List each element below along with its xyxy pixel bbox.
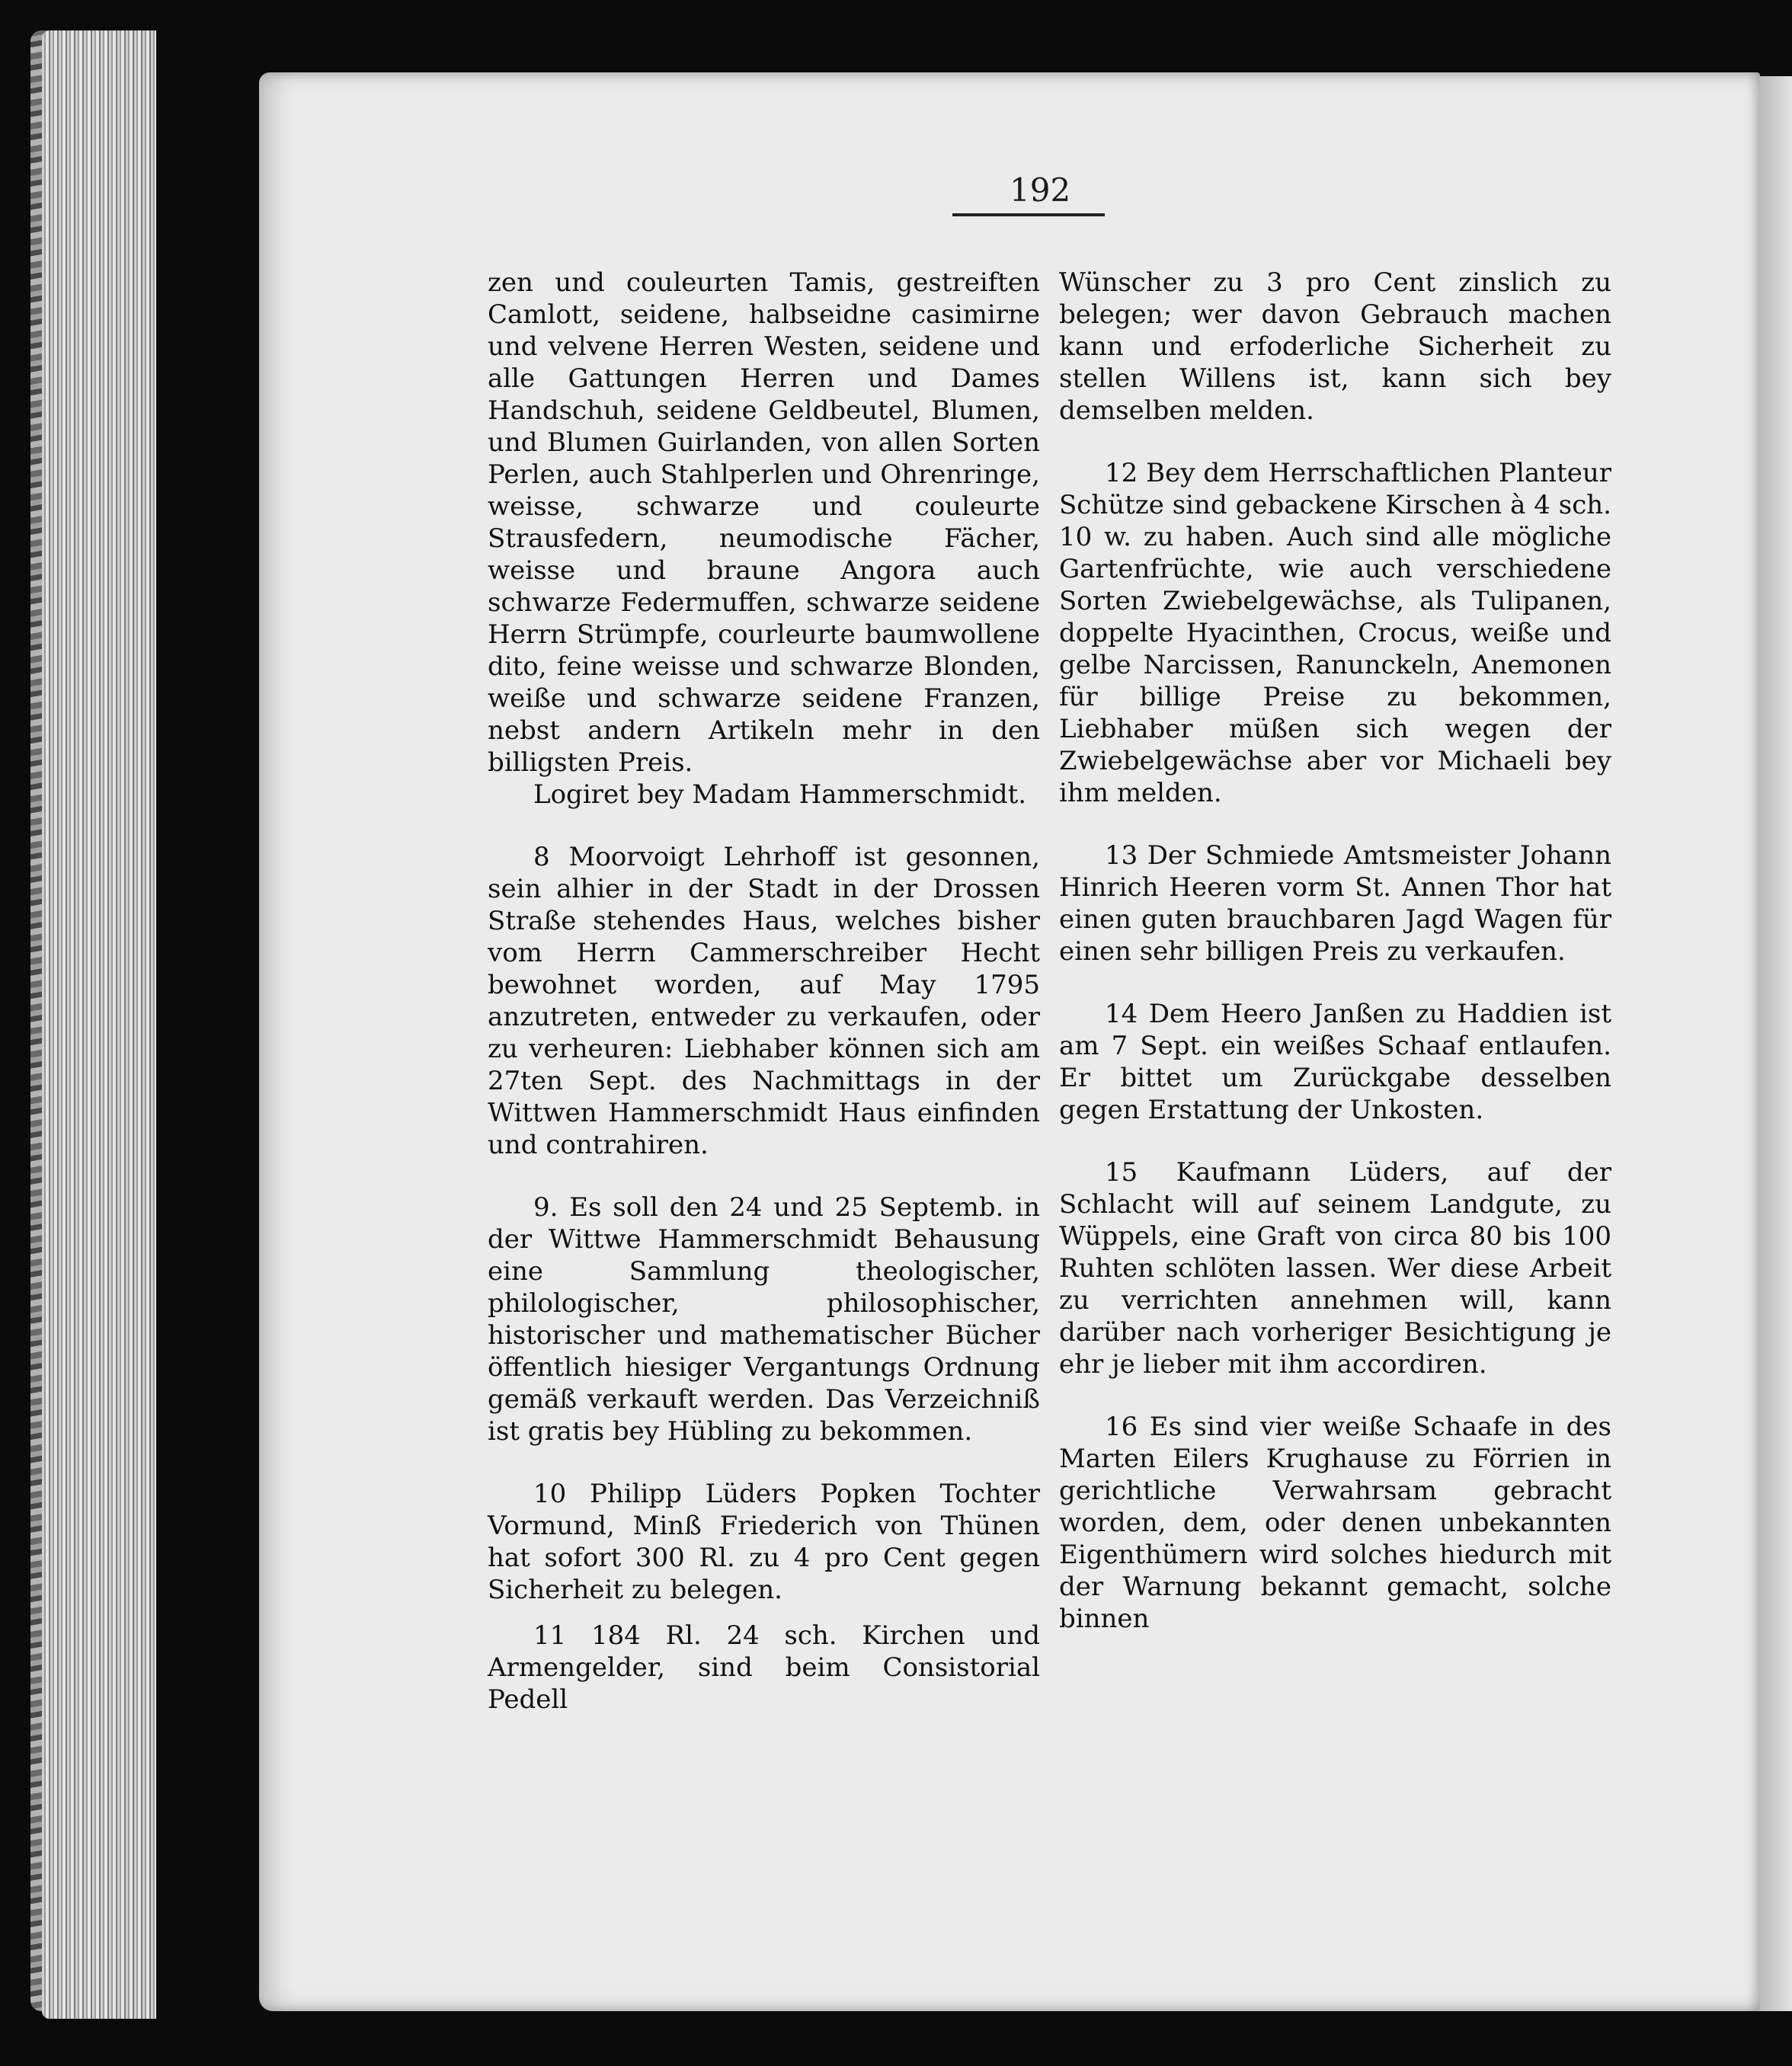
page-stack-edge — [42, 30, 156, 2019]
paragraph-12: 12 Bey dem Herrschaftlichen Planteur Schütze sind gebackene Kirschen à 4 sch. 10 w. zu haben. Auch sind alle mögliche Gartenfrüchte, wie auch verschiedene Sorten Zwiebelgewächse, als Tulipanen, doppelte Hyacinthen, Crocus, weiße und gelbe Narcissen, Ranunckeln, Anemonen für billige Preise zu bekommen, Liebhaber müßen sich wegen der Zwiebelgewächse aber vor Michaeli bey ihm melden. — [1059, 458, 1611, 808]
paragraph-15: 15 Kaufmann Lüders, auf der Schlacht will auf seinem Landgute, zu Wüppels, eine Graft von circa 80 bis 100 Ruhten schlöten lassen. Wer diese Arbeit zu verrichten annehmen will, kann darüber nach vorheriger Besichtigung je ehr je lieber mit ihm accordiren. — [1059, 1157, 1611, 1380]
left-column — [488, 267, 1040, 1716]
page-number: 192 — [1010, 171, 1071, 209]
paragraph-14: 14 Dem Heero Janßen zu Haddien ist am 7 Sept. ein weißes Schaaf entlaufen. Er bittet um Zurückgabe desselben gegen Erstattung der Unkosten. — [1059, 999, 1611, 1125]
paragraph-continued: zen und couleurten Tamis, gestreiften Camlott, seidene, halbseidne casimirne und velvene Herren Westen, seidene und alle Gattungen Herren und Dames Handschuh, seidene Geldbeutel, Blumen, und Blumen Guirlanden, von allen Sorten Perlen, auch Stahlperlen und Ohrenringe, weisse, schwarze und couleurte Strausfedern, neumodische Fächer, weisse und braune Angora auch schwarze Federmuffen, schwarze seidene Herrn Strümpfe, courleurte baumwollene dito, feine weisse und schwarze Blonden, weiße und schwarze seidene Franzen, nebst andern Artikeln mehr in den billigsten Preis. — [488, 267, 1040, 778]
paragraph-11: 11 184 Rl. 24 sch. Kirchen und Armengelder, sind beim Consistorial Pedell — [488, 1620, 1040, 1715]
paragraph-10: 10 Philipp Lüders Popken Tochter Vormund, Minß Friederich von Thünen hat sofort 300 Rl. zu 4 pro Cent gegen Sicherheit zu belegen. — [488, 1479, 1040, 1605]
paragraph-8: 8 Moorvoigt Lehrhoff ist gesonnen, sein alhier in der Stadt in der Drossen Straße stehendes Haus, welches bisher vom Herrn Cammerschreiber Hecht bewohnet worden, auf May 1795 anzutreten, entweder zu verkaufen, oder zu verheuren: Liebhaber können sich am 27ten Sept. des Nachmittags in der Wittwen Hammerschmidt Haus einfinden und contrahiren. — [488, 842, 1040, 1160]
paragraph-11-continued: Wünscher zu 3 pro Cent zinslich zu belegen; wer davon Gebrauch machen kann und erfoderliche Sicherheit zu stellen Willens ist, kann sich bey demselben melden. — [1059, 267, 1611, 426]
right-column — [1059, 267, 1611, 1635]
page-number-rule — [952, 213, 1105, 216]
paragraph-13: 13 Der Schmiede Amtsmeister Johann Hinrich Heeren vorm St. Annen Thor hat einen guten brauchbaren Jagd Wagen für einen sehr billigen Preis zu verkaufen. — [1059, 840, 1611, 967]
paragraph-lodging: Logiret bey Madam Hammerschmidt. — [533, 779, 1027, 810]
paragraph-9: 9. Es soll den 24 und 25 Septemb. in der Wittwe Hammerschmidt Behausung eine Sammlung theologischer, philologischer, philosophischer, historischer und mathematischer Bücher öffentlich hiesiger Vergantungs Ordnung gemäß verkauft werden. Das Verzeichniß ist gratis bey Hübling zu bekommen. — [488, 1192, 1040, 1447]
paragraph-16: 16 Es sind vier weiße Schaafe in des Marten Eilers Krughause zu Förrien in gerichtliche Verwahrsam gebracht worden, dem, oder denen unbekannten Eigenthümern wird solches hiedurch mit der Warnung bekannt gemacht, solche binnen — [1059, 1412, 1611, 1634]
